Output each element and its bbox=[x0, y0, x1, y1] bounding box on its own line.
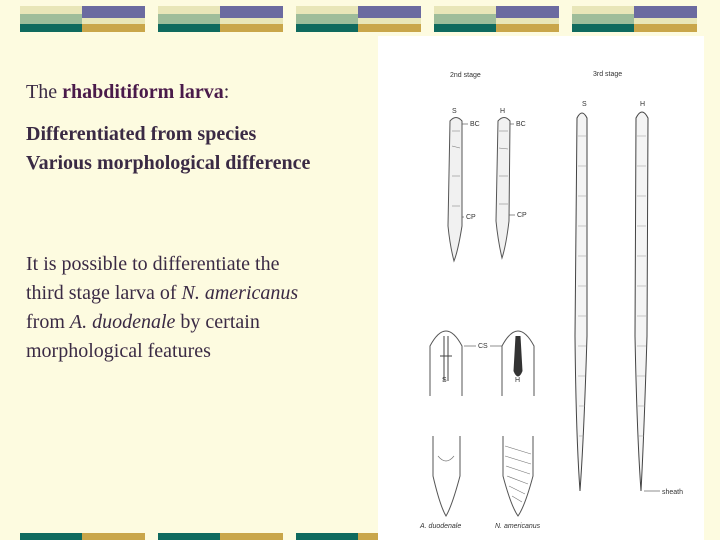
larva-3rd-stage-s bbox=[575, 113, 587, 491]
label-bc-right: BC bbox=[516, 121, 526, 128]
caption-duodenale: A. duodenale bbox=[420, 523, 462, 530]
point-2-line-4: morphological features bbox=[26, 340, 211, 362]
label-2nd-stage: 2nd stage bbox=[450, 72, 481, 79]
label-h-3rd: H bbox=[640, 101, 646, 108]
point-1-line-1: Differentiated from species bbox=[26, 123, 257, 145]
bottom-strip-block bbox=[158, 533, 283, 540]
top-strip-block bbox=[20, 6, 145, 32]
top-strip-block bbox=[296, 6, 421, 32]
label-s-3rd: S bbox=[582, 101, 587, 108]
label-bc-left: BC bbox=[470, 121, 480, 128]
title-prefix: The bbox=[26, 81, 63, 103]
label-s-2nd: S bbox=[452, 108, 457, 115]
species-name-ancylostoma: A. duodenale bbox=[69, 311, 176, 333]
top-strip-block bbox=[158, 6, 283, 32]
point-2-line-3-text-c: by certain bbox=[175, 311, 260, 333]
title-suffix: : bbox=[223, 81, 230, 103]
label-h-2nd: H bbox=[500, 108, 506, 115]
species-name-necator: N. americanus bbox=[181, 282, 299, 304]
label-s-head: S bbox=[442, 377, 447, 384]
tail-detail-duodenale bbox=[433, 436, 460, 516]
larva-2nd-stage-s bbox=[448, 118, 462, 262]
point-1-line-2: Various morphological difference bbox=[26, 152, 311, 174]
top-strip-block bbox=[434, 6, 559, 32]
point-2-line-3 bbox=[26, 308, 371, 337]
label-h-head: H bbox=[515, 377, 521, 384]
point-2 bbox=[26, 250, 371, 366]
slide-title bbox=[26, 78, 229, 107]
point-2-line-2 bbox=[26, 279, 371, 308]
title-highlight: rhabditiform larva bbox=[62, 81, 224, 103]
label-cp-right: CP bbox=[517, 212, 527, 219]
point-2-line-1: It is possible to differentiate the bbox=[26, 253, 280, 275]
larva-2nd-stage-h bbox=[496, 118, 510, 259]
larva-figure bbox=[378, 36, 704, 540]
larva-3rd-stage-h bbox=[635, 112, 648, 491]
top-strip-block bbox=[572, 6, 697, 32]
point-1 bbox=[26, 120, 310, 178]
head-detail-duodenale bbox=[430, 331, 462, 396]
larva-illustration bbox=[378, 36, 704, 540]
label-cp-left: CP bbox=[466, 214, 476, 221]
label-sheath: sheath bbox=[662, 489, 684, 496]
bottom-strip-block bbox=[20, 533, 145, 540]
label-cs: CS bbox=[478, 343, 488, 350]
label-3rd-stage: 3rd stage bbox=[593, 71, 623, 78]
point-2-line-3-text-a: from bbox=[26, 311, 70, 333]
point-2-line-2-text: third stage larva of bbox=[26, 282, 182, 304]
caption-americanus: N. americanus bbox=[495, 523, 541, 530]
